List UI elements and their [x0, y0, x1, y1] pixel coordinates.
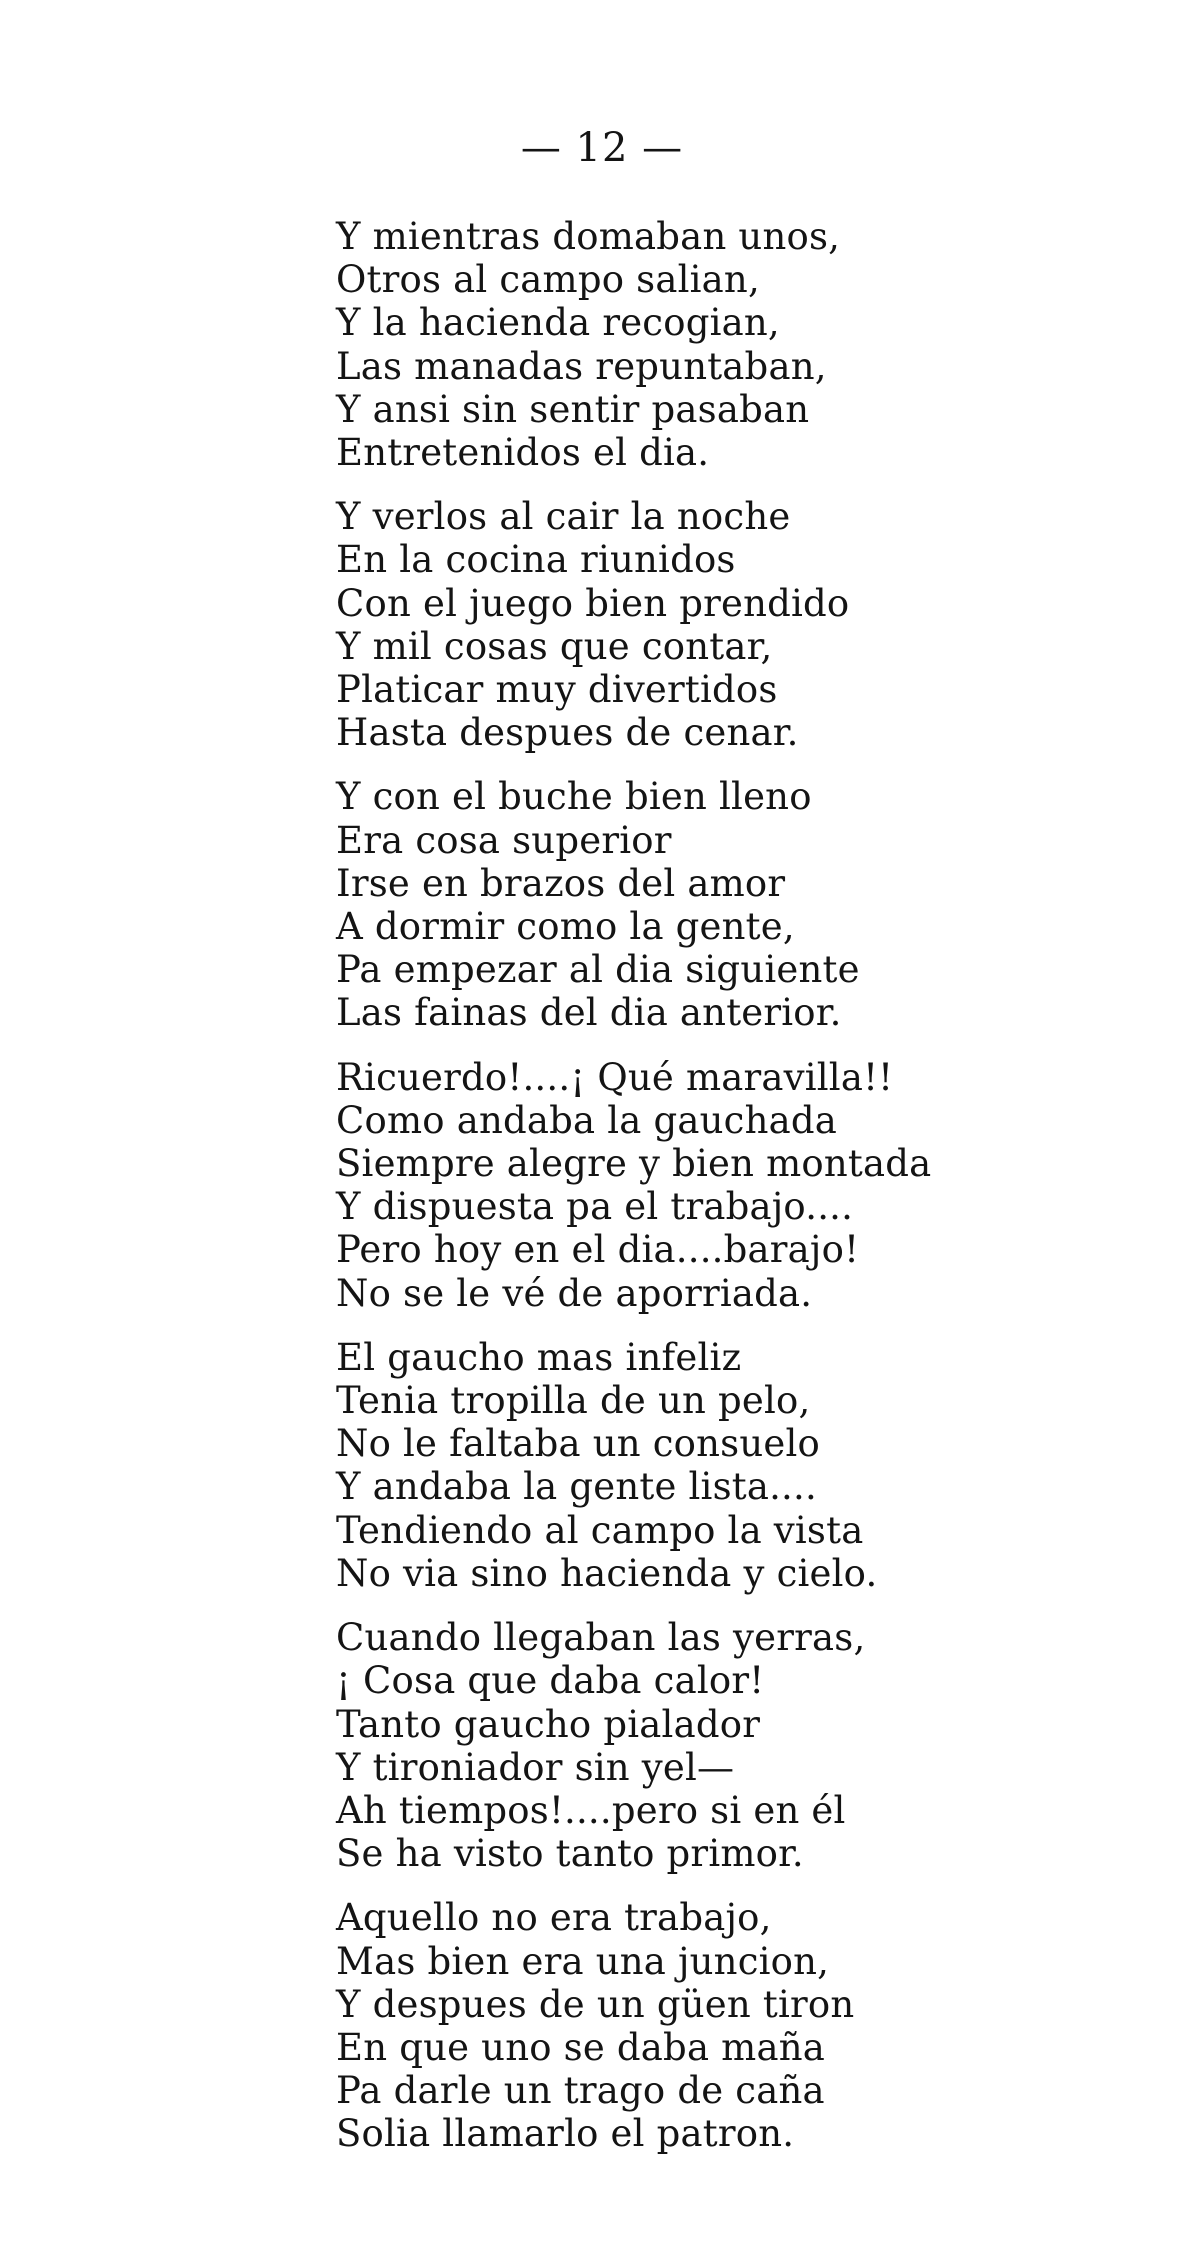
verse-line: Se ha visto tanto primor.	[336, 1832, 804, 1876]
verse-line: Irse en brazos del amor	[336, 861, 786, 905]
verse-line: Las fainas del dia anterior.	[336, 991, 842, 1035]
verse-line: Y despues de un güen tiron	[336, 1982, 855, 2026]
stanza	[336, 1896, 1176, 2155]
verse-line: Y mil cosas que contar,	[336, 624, 773, 668]
verse-line: Y ansi sin sentir pasaban	[336, 387, 810, 431]
verse-line: Era cosa superior	[336, 818, 672, 862]
verse-line: Aquello no era trabajo,	[336, 1896, 772, 1940]
verse-line: Y tironiador sin yel—	[336, 1745, 735, 1789]
verse-line: Y dispuesta pa el trabajo....	[336, 1185, 854, 1229]
verse-line: No le faltaba un consuelo	[336, 1422, 820, 1466]
verse-line: No via sino hacienda y cielo.	[336, 1551, 878, 1595]
verse-line: Ricuerdo!....¡ Qué maravilla!!	[336, 1055, 894, 1099]
verse-line: En que uno se daba maña	[336, 2025, 825, 2069]
verse-line: Con el juego bien prendido	[336, 581, 850, 625]
verse-line: Otros al campo salian,	[336, 258, 760, 302]
verse-line: Mas bien era una juncion,	[336, 1939, 830, 1983]
verse-line: Solia llamarlo el patron.	[336, 2112, 795, 2156]
page-number: — 12 —	[520, 125, 684, 171]
verse-line: Y verlos al cair la noche	[336, 495, 791, 539]
verse-line: Y con el buche bien lleno	[336, 775, 812, 819]
verse-line: Las manadas repuntaban,	[336, 344, 827, 388]
stanza	[336, 775, 1176, 1034]
verse-line: Y andaba la gente lista....	[336, 1465, 817, 1509]
verse-line: Cuando llegaban las yerras,	[336, 1616, 866, 1660]
verse-line: A dormir como la gente,	[336, 905, 795, 949]
poem-body	[336, 215, 1176, 2177]
stanza	[336, 1336, 1176, 1595]
verse-line: Platicar muy divertidos	[336, 668, 778, 712]
verse-line: Ah tiempos!....pero si en él	[336, 1788, 846, 1832]
stanza	[336, 495, 1176, 754]
verse-line: Tanto gaucho pialador	[336, 1702, 761, 1746]
stanza	[336, 215, 1176, 474]
stanza	[336, 1056, 1176, 1315]
verse-line: Siempre alegre y bien montada	[336, 1142, 932, 1186]
verse-line: ¡ Cosa que daba calor!	[336, 1659, 765, 1703]
verse-line: Tendiendo al campo la vista	[336, 1508, 864, 1552]
verse-line: Pero hoy en el dia....barajo!	[336, 1228, 860, 1272]
verse-line: Como andaba la gauchada	[336, 1098, 838, 1142]
verse-line: Y mientras domaban unos,	[336, 215, 841, 258]
verse-line: Pa empezar al dia siguiente	[336, 948, 860, 992]
verse-line: No se le vé de aporriada.	[336, 1271, 813, 1315]
stanza	[336, 1616, 1176, 1875]
verse-line: Y la hacienda recogian,	[336, 301, 780, 345]
verse-line: Hasta despues de cenar.	[336, 711, 799, 755]
verse-line: Pa darle un trago de caña	[336, 2069, 825, 2113]
verse-line: Entretenidos el dia.	[336, 431, 710, 475]
verse-line: En la cocina riunidos	[336, 538, 736, 582]
verse-line: El gaucho mas infeliz	[336, 1335, 742, 1379]
verse-line: Tenia tropilla de un pelo,	[336, 1379, 811, 1423]
